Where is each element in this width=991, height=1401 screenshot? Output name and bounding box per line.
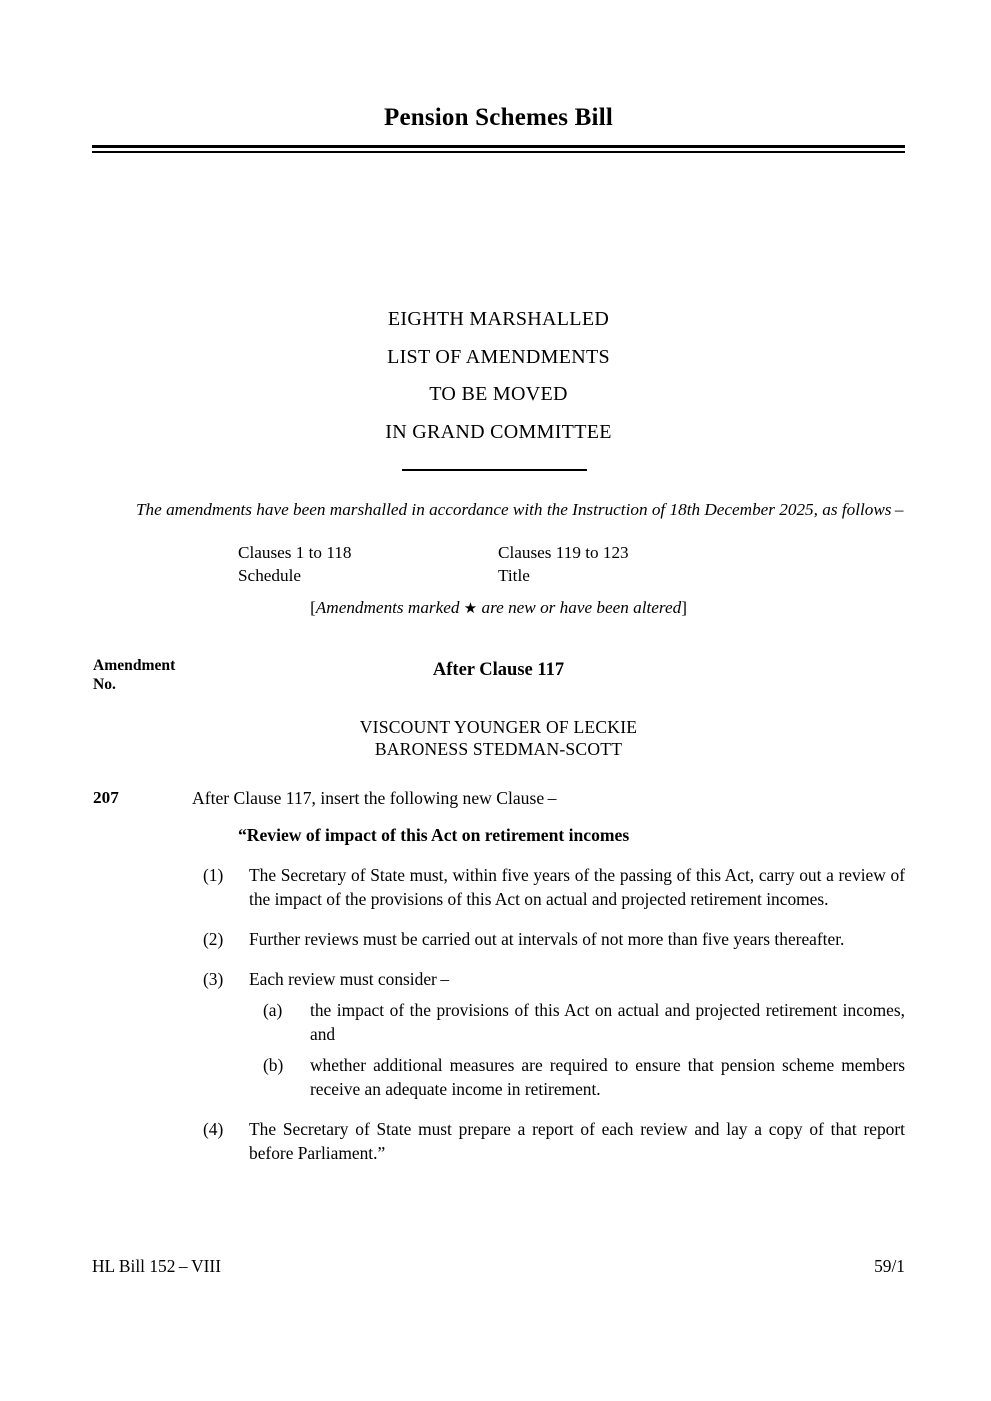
subsection-1-text: The Secretary of State must, within five years of the passing of this Act, carry out a review of the impact of the provisions of this Act on actual and projected retirement incomes. [249, 865, 905, 909]
star-note-text-before: Amendments marked [315, 598, 464, 617]
page-footer [92, 1256, 905, 1277]
subsection-4 [192, 1117, 905, 1165]
paragraph-3a-number: (a) [263, 1000, 283, 1020]
clause-range-clauses-119-123: Clauses 119 to 123 [498, 543, 629, 562]
instruction-paragraph: The amendments have been marshalled in accordance with the Instruction of 18th December 2025, as follows – [136, 500, 904, 519]
marshalled-line-3: TO BE MOVED [429, 383, 568, 405]
paragraph-3b [249, 1053, 905, 1101]
bill-reference: HL Bill 152 – VIII [92, 1256, 222, 1276]
document-title: Pension Schemes Bill [383, 104, 613, 131]
marshalled-list-heading [92, 301, 905, 451]
subsection-1 [192, 863, 905, 911]
subsection-2 [192, 927, 905, 951]
header-double-rule [92, 145, 905, 153]
subsection-2-text: Further reviews must be carried out at intervals of not more than five years thereafter. [249, 929, 845, 949]
paragraph-3a [249, 998, 905, 1046]
section-divider-rule [402, 469, 587, 471]
star-legend-note [92, 598, 905, 618]
amendment-label-line-2: No. [93, 675, 116, 693]
clause-range-clauses-1-118: Clauses 1 to 118 [238, 543, 352, 562]
star-note-open-bracket: [ [310, 598, 316, 617]
sponsor-name-1: VISCOUNT YOUNGER OF LECKIE [359, 717, 638, 737]
clause-coverage-list [238, 541, 758, 587]
marshalled-line-2: LIST OF AMENDMENTS [387, 345, 610, 368]
page-number: 59/1 [874, 1256, 905, 1276]
subsection-4-number: (4) [203, 1119, 224, 1139]
amendment-block-207 [92, 786, 905, 1165]
paragraph-3b-text: whether additional measures are required to ensure that pension scheme members receive an adequate income in retirement. [310, 1055, 905, 1099]
subsection-4-text: The Secretary of State must prepare a report of each review and lay a copy of that report before Parliament.” [249, 1119, 905, 1163]
sponsor-list [92, 717, 905, 760]
star-note-text-after: are new or have been altered [477, 598, 682, 617]
clause-row [238, 564, 758, 587]
new-clause-title: “Review of impact of this Act on retirement incomes [238, 825, 630, 845]
subsection-3-text: Each review must consider – [249, 969, 450, 989]
header-rule-thin [92, 151, 905, 153]
amendment-label-line-1: Amendment [93, 657, 176, 674]
sponsor-name-2: BARONESS STEDMAN-SCOTT [374, 738, 623, 759]
star-note-close-bracket: ] [681, 598, 687, 617]
subsection-1-number: (1) [203, 865, 224, 885]
clause-row [238, 541, 758, 564]
subsection-2-number: (2) [203, 929, 224, 949]
amendment-number: 207 [93, 788, 119, 807]
subsection-3 [192, 967, 905, 991]
amendment-lead-in-text: After Clause 117, insert the following new Clause – [192, 788, 557, 808]
marshalled-line-4: IN GRAND COMMITTEE [385, 420, 612, 443]
clause-range-title: Title [498, 566, 530, 585]
clause-range-schedule: Schedule [238, 566, 302, 585]
paragraph-3a-text: the impact of the provisions of this Act on actual and projected retirement incomes, and [310, 1000, 905, 1044]
subsection-3-number: (3) [203, 969, 224, 989]
paragraph-3b-number: (b) [263, 1055, 284, 1075]
marshalled-line-1: EIGHTH MARSHALLED [387, 308, 610, 330]
star-icon: ★ [463, 601, 478, 617]
section-heading-after-clause-117: After Clause 117 [432, 660, 565, 680]
